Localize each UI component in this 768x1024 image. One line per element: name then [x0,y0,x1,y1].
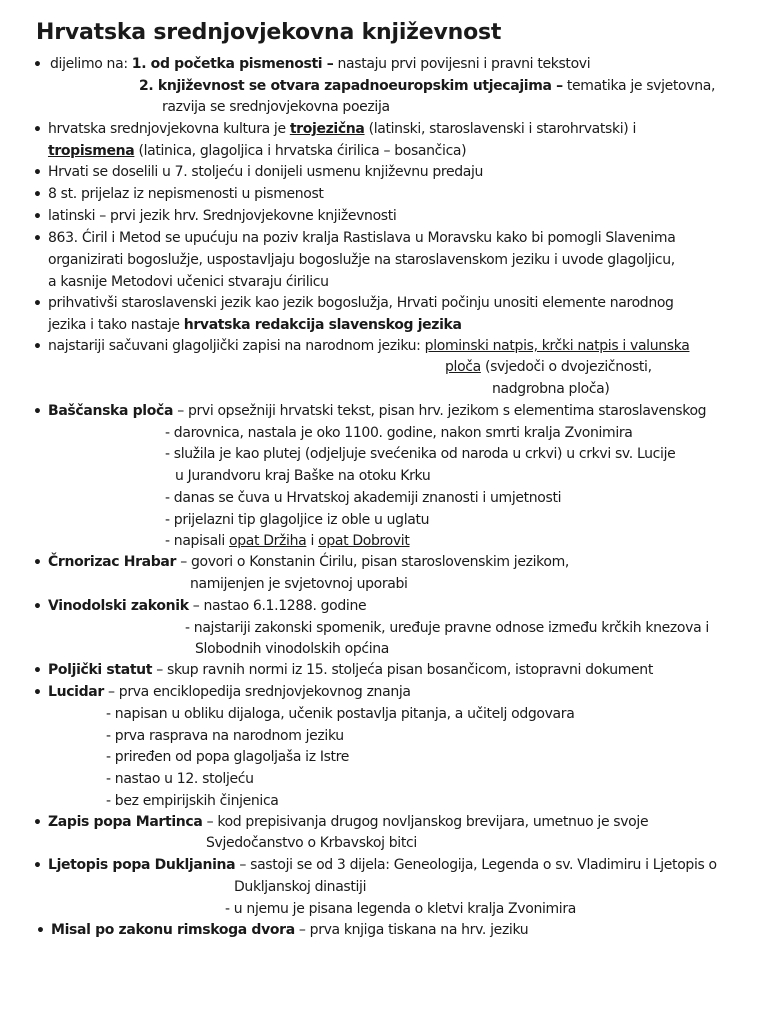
text-bold: Zapis popa Martinca [48,814,203,830]
text: (svjedoči o dvojezičnosti, [484,359,652,375]
text-line: namijenjen je svjetovnoj uporabi [190,576,408,592]
bullet: • [33,555,42,571]
bullet: • [33,231,42,247]
bullet: • [33,296,42,312]
text: jezika i tako nastaje [48,317,180,333]
bullet: • [33,209,42,225]
text-line: - prijelazni tip glagoljice iz oble u uglatu [165,512,430,528]
text-line: - bez empirijskih činjenica [106,793,279,809]
text-underlined: opat Držiha [229,533,307,549]
text-bold-underlined: tropismena [48,143,135,159]
text-line [48,661,653,679]
text-bold: 1. od početka pismenosti – [131,56,334,72]
text-line [48,683,411,701]
text-line: razvija se srednjovjekovna poezija [162,99,390,115]
bullet: • [33,57,42,73]
text-line [48,402,706,420]
text-bold: Vinodolski zakonik [48,598,189,614]
text-line: - priređen od popa glagoljaša iz Istre [106,749,350,765]
page-title: Hrvatska srednjovjekovna književnost [36,20,502,45]
bullet: • [33,187,42,203]
text: - napisali [165,533,225,549]
text-line [48,813,648,831]
text-bold: Misal po zakonu rimskoga dvora [51,922,295,938]
text: – kod prepisivanja drugog novljanskog brevijara, umetnuo je svoje [206,814,649,830]
text: i [310,533,315,549]
text-bold: Baščanska ploča [48,403,174,419]
text-line: - služila je kao plutej (odjeljuje svećenika od naroda u crkvi) u crkvi sv. Lucije [165,446,676,462]
text-line: - napisan u obliku dijaloga, učenik postavlja pitanja, a učitelj odgovara [106,706,575,722]
text-line: - prva rasprava na narodnom jeziku [106,728,344,744]
text-line [50,55,590,73]
text-line: Svjedočanstvo o Krbavskoj bitci [206,835,417,851]
bullet: • [33,858,42,874]
bullet: • [33,685,42,701]
text: najstariji sačuvani glagoljički zapisi na narodnom jeziku: [48,338,421,354]
text-line: - nastao u 12. stoljeću [106,771,254,787]
text-bold: Lucidar [48,684,104,700]
bullet: • [33,122,42,138]
text-underlined: ploča [445,359,481,375]
text-line: - danas se čuva u Hrvatskoj akademiji znanosti i umjetnosti [165,490,562,506]
text: – govori o Konstanin Ćirilu, pisan staroslovenskim jezikom, [180,554,569,570]
text-line [48,142,466,160]
bullet: • [33,404,42,420]
text: (latinski, staroslavenski i starohrvatski) i [368,121,637,137]
text-line: a kasnije Metodovi učenici stvaraju ćirilicu [48,274,329,290]
text-line: 863. Ćiril i Metod se upućuju na poziv kralja Rastislava u Moravsku kako bi pomogli Slavenima [48,230,676,246]
bullet: • [33,599,42,615]
bullet: • [33,663,42,679]
text: – sastoji se od 3 dijela: Geneologija, Legenda o sv. Vladimiru i Ljetopis o [239,857,717,873]
text-line: latinski – prvi jezik hrv. Srednjovjekovne književnosti [48,208,397,224]
text-line: - najstariji zakonski spomenik, uređuje pravne odnose između krčkih knezova i [185,620,709,636]
text-line [165,532,409,550]
text: (latinica, glagoljica i hrvatska ćirilica – bosančica) [138,143,467,159]
text: tematika je svjetovna, [566,78,716,94]
text-bold: 2. književnost se otvara zapadnoeuropskim utjecajima – [139,78,563,94]
text-line: - darovnica, nastala je oko 1100. godine, nakon smrti kralja Zvonimira [165,425,633,441]
text-bold-underlined: trojezična [289,121,365,137]
text-line [48,337,689,355]
bullet: • [33,339,42,355]
text-line: prihvativši staroslavenski jezik kao jezik bogoslužja, Hrvati počinju unositi elemente narodnog [48,295,674,311]
text-line: organizirati bogoslužje, uspostavljaju bogoslužje na staroslavenskom jeziku i uvode glagoljicu, [48,252,675,268]
text-line [48,553,569,571]
text-underlined: plominski natpis, krčki natpis i valunska [424,338,690,354]
bullet: • [36,923,45,939]
text-bold: Črnorizac Hrabar [48,554,177,570]
text-line [445,358,652,376]
text: – prva knjiga tiskana na hrv. jeziku [298,922,529,938]
text: – prvi opsežniji hrvatski tekst, pisan hrv. jezikom s elementima staroslavenskog [177,403,707,419]
bullet: • [33,165,42,181]
text-line [48,316,462,334]
text-line: Slobodnih vinodolskih općina [195,641,390,657]
text-underlined: opat Dobrovit [318,533,410,549]
text: – prva enciklopedija srednjovjekovnog znanja [108,684,411,700]
text-line: nadgrobna ploča) [492,381,610,397]
text-bold: Poljički statut [48,662,153,678]
text-line: u Jurandvoru kraj Baške na otoku Krku [175,468,431,484]
text-bold: hrvatska redakcija slavenskog jezika [183,317,462,333]
text-line: Hrvati se doselili u 7. stoljeću i donijeli usmenu književnu predaju [48,164,484,180]
text: nastaju prvi povijesni i pravni tekstovi [337,56,591,72]
text: hrvatska srednjovjekovna kultura je [48,121,286,137]
text: dijelimo na: [50,56,128,72]
text-bold: Ljetopis popa Dukljanina [48,857,236,873]
text-line [139,77,715,95]
text-line [48,597,366,615]
bullet: • [33,815,42,831]
text-line [51,921,528,939]
text-line [48,120,636,138]
text-line: Dukljanskoj dinastiji [234,879,367,895]
text-line [48,856,717,874]
text-line: - u njemu je pisana legenda o kletvi kralja Zvonimira [225,901,576,917]
text-line: 8 st. prijelaz iz nepismenosti u pismenost [48,186,324,202]
text: – nastao 6.1.1288. godine [192,598,367,614]
text: – skup ravnih normi iz 15. stoljeća pisan bosančicom, istopravni dokument [156,662,653,678]
